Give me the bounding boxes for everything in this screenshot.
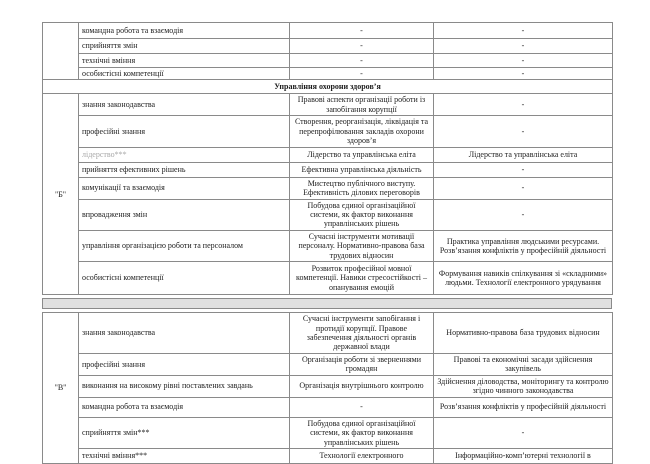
table-row <box>43 162 613 177</box>
competency-cell: знання законодавства <box>79 313 290 354</box>
table-row <box>43 313 613 354</box>
section-label-v: "В" <box>43 313 79 464</box>
table-row <box>43 230 613 261</box>
table-row <box>43 68 613 80</box>
table-row <box>43 23 613 39</box>
competency-cell: особистісні компетенції <box>79 262 290 295</box>
training-topic-primary-cell: Створення, реорганізація, ліквідація та перепрофілювання закладів охорони здоров’я <box>290 116 434 147</box>
training-topic-primary-cell: Сучасні інструменти мотивації персоналу. Нормативно-правова база трудових відносин <box>290 230 434 261</box>
table-row <box>43 417 613 448</box>
training-topic-primary-cell: Побудова єдиної організаційної системи, як фактор виконання управлінських рішень <box>290 199 434 230</box>
table-row <box>43 39 613 54</box>
competency-cell: виконання на високому рівні поставлених завдань <box>79 375 290 397</box>
training-topic-secondary-cell: - <box>434 162 613 177</box>
table-row <box>43 397 613 417</box>
training-topic-primary-cell: - <box>290 54 434 68</box>
training-topic-secondary-cell: - <box>434 68 613 80</box>
training-topic-secondary-cell: Формування навиків спілкування зі «складними» людьми. Технології електронного урядування <box>434 262 613 295</box>
table-row <box>43 262 613 295</box>
training-topic-secondary-cell: - <box>434 116 613 147</box>
training-topic-secondary-cell: - <box>434 417 613 448</box>
competency-cell: лідерство*** <box>79 147 290 162</box>
training-topic-secondary-cell: - <box>434 39 613 54</box>
section-label-empty <box>43 23 79 80</box>
section-label-b: "Б" <box>43 94 79 295</box>
table-row <box>43 353 613 375</box>
training-topic-primary-cell: Мистецтво публічного виступу. Ефективність ділових переговорів <box>290 177 434 199</box>
training-topic-secondary-cell: - <box>434 177 613 199</box>
table-row <box>43 116 613 147</box>
competency-cell: командна робота та взаємодія <box>79 397 290 417</box>
training-topic-secondary-cell: - <box>434 54 613 68</box>
competency-cell: особистісні компетенції <box>79 68 290 80</box>
competency-cell: управління організацією роботи та персоналом <box>79 230 290 261</box>
training-topic-primary-cell: Ефективна управлінська діяльність <box>290 162 434 177</box>
training-topic-secondary-cell: - <box>434 94 613 116</box>
separator-band <box>42 298 612 309</box>
training-topic-primary-cell: - <box>290 397 434 417</box>
table-row <box>43 54 613 68</box>
competency-cell: технічні вміння <box>79 54 290 68</box>
training-topic-primary-cell: Організація роботи зі зверненнями громадян <box>290 353 434 375</box>
competency-cell: прийняття ефективних рішень <box>79 162 290 177</box>
training-topic-primary-cell: - <box>290 68 434 80</box>
training-topic-secondary-cell: Лідерство та управлінська еліта <box>434 147 613 162</box>
competency-cell: сприйняття змін <box>79 39 290 54</box>
training-topic-secondary-cell: - <box>434 199 613 230</box>
table-upper <box>42 22 613 295</box>
competency-cell: впровадження змін <box>79 199 290 230</box>
training-topic-primary-cell: - <box>290 23 434 39</box>
training-topic-secondary-cell: Практика управління людськими ресурсами. Розв’язання конфліктів у професійній діяльності <box>434 230 613 261</box>
competency-cell: знання законодавства <box>79 94 290 116</box>
training-topic-primary-cell: Технології електронного <box>290 448 434 463</box>
training-topic-primary-cell: - <box>290 39 434 54</box>
training-topic-primary-cell: Сучасні інструменти запобігання і протидії корупції. Правове забезпечення діяльності органів державної влади <box>290 313 434 354</box>
training-topic-primary-cell: Розвиток професійної мовної компетенції. Навики стресостійкості –опанування емоцій <box>290 262 434 295</box>
table-row <box>43 94 613 116</box>
competency-cell: професійні знання <box>79 353 290 375</box>
competency-table <box>42 22 612 464</box>
table-row <box>43 147 613 162</box>
training-topic-secondary-cell: Розв’язання конфліктів у професійній діяльності <box>434 397 613 417</box>
competency-cell: сприйняття змін*** <box>79 417 290 448</box>
training-topic-secondary-cell: Правові та економічні засади здійснення закупівель <box>434 353 613 375</box>
table-row <box>43 177 613 199</box>
table-row <box>43 375 613 397</box>
table-row <box>43 448 613 463</box>
training-topic-secondary-cell: Нормативно-правова база трудових відносин <box>434 313 613 354</box>
table-row <box>43 199 613 230</box>
section-header-row <box>43 80 613 94</box>
competency-cell: професійні знання <box>79 116 290 147</box>
training-topic-secondary-cell: Інформаційно-комп’ютерні технології в <box>434 448 613 463</box>
competency-cell: технічні вміння*** <box>79 448 290 463</box>
training-topic-secondary-cell: - <box>434 23 613 39</box>
training-topic-secondary-cell: Здійснення діловодства, моніторингу та контролю згідно чинного законодавства <box>434 375 613 397</box>
training-topic-primary-cell: Лідерство та управлінська еліта <box>290 147 434 162</box>
competency-cell: комунікації та взаємодія <box>79 177 290 199</box>
training-topic-primary-cell: Побудова єдиної організаційної системи, як фактор виконання управлінських рішень <box>290 417 434 448</box>
training-topic-primary-cell: Правові аспекти організації роботи із запобігання корупції <box>290 94 434 116</box>
table-lower <box>42 312 613 464</box>
section-header: Управління охорони здоров’я <box>43 80 613 94</box>
competency-cell: командна робота та взаємодія <box>79 23 290 39</box>
training-topic-primary-cell: Організація внутрішнього контролю <box>290 375 434 397</box>
